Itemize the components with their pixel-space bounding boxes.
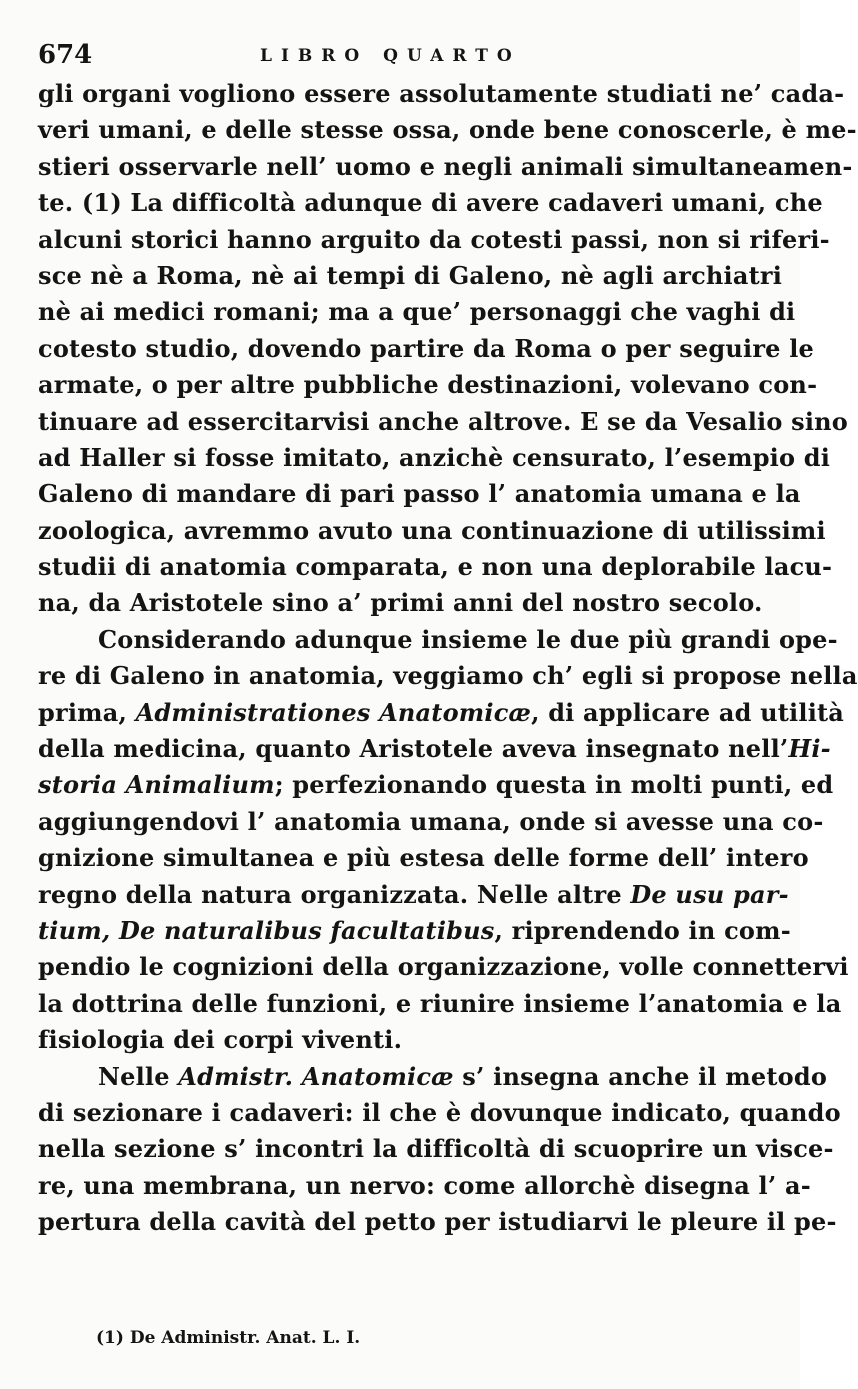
work-title: De usu par- <box>630 879 789 909</box>
text-run: , riprendendo in com- <box>494 915 791 945</box>
text-line: pendio le cognizioni della organizzazione, volle connettervi <box>38 952 849 982</box>
text-run: ; perfezionando questa in molti punti, ed <box>274 770 834 800</box>
text-line: pertura della cavità del petto per istudiarvi le pleure il pe- <box>38 1207 837 1237</box>
text-line: fisiologia dei corpi viventi. <box>38 1025 403 1055</box>
footnote: (1) De Administr. Anat. L. I. <box>96 1328 361 1348</box>
text-run: Nelle <box>98 1061 179 1091</box>
text-run: prima, <box>38 697 136 727</box>
text-line: alcuni storici hanno arguito da cotesti passi, non si riferi- <box>38 224 830 254</box>
work-title: tium, De naturalibus facultatibus <box>38 915 495 945</box>
text-line: re, una membrana, un nervo: come allorchè disegna l’ a- <box>38 1170 811 1200</box>
text-line: gnizione simultanea e più estesa delle forme dell’ intero <box>38 843 809 873</box>
text-run: della medicina, quanto Aristotele aveva insegnato nell’ <box>38 734 789 764</box>
work-title: Hi- <box>788 734 831 764</box>
text-line: Galeno di mandare di pari passo l’ anatomia umana e la <box>38 479 801 509</box>
page-number: 674 <box>38 40 93 70</box>
text-run: s’ insegna anche il metodo <box>453 1061 828 1091</box>
text-line: veri umani, e delle stesse ossa, onde bene conoscerle, è me- <box>38 115 857 145</box>
work-title: Administrationes Anatomicæ <box>135 697 532 727</box>
text-line: cotesto studio, dovendo partire da Roma o per seguire le <box>38 333 814 363</box>
text-line: re di Galeno in anatomia, veggiamo ch’ egli si propose nella <box>38 661 858 691</box>
text-line: te. (1) La difficoltà adunque di avere cadaveri umani, che <box>38 188 823 218</box>
text-line <box>38 913 791 949</box>
page-header <box>38 40 760 74</box>
text-line <box>38 695 845 731</box>
text-line: tinuare ad essercitarvisi anche altrove. E se da Vesalio sino <box>38 406 849 436</box>
text-line <box>38 877 789 913</box>
text-line: na, da Aristotele sino a’ primi anni del nostro secolo. <box>38 588 763 618</box>
work-title: storia Animalium <box>38 770 275 800</box>
main-text <box>38 76 858 1241</box>
running-title: LIBRO QUARTO <box>260 46 521 66</box>
text-run: regno della natura organizzata. Nelle altre <box>38 879 631 909</box>
text-line: sce nè a Roma, nè ai tempi di Galeno, nè agli archiatri <box>38 260 783 290</box>
text-line: di sezionare i cadaveri: il che è dovunque indicato, quando <box>38 1097 841 1127</box>
text-line: gli organi vogliono essere assolutamente studiati ne’ cada- <box>38 79 845 108</box>
text-line: Considerando adunque insieme le due più grandi ope- <box>98 624 838 654</box>
text-line: la dottrina delle funzioni, e riunire insieme l’anatomia e la <box>38 988 842 1018</box>
text-line: studii di anatomia comparata, e non una deplorabile lacu- <box>38 552 833 582</box>
text-line <box>38 767 834 803</box>
text-line <box>38 1059 828 1095</box>
text-line: ad Haller si fosse imitato, anzichè censurato, l’esempio di <box>38 442 831 472</box>
text-line: zoologica, avremmo avuto una continuazione di utilissimi <box>38 515 826 545</box>
text-line: stieri osservarle nell’ uomo e negli animali simultaneamen- <box>38 151 853 181</box>
text-line: nella sezione s’ incontri la difficoltà di scuoprire un visce- <box>38 1134 834 1164</box>
text-line <box>38 731 831 767</box>
text-line: nè ai medici romani; ma a que’ personaggi che vaghi di <box>38 297 796 327</box>
text-line: aggiungendovi l’ anatomia umana, onde si avesse una co- <box>38 806 824 836</box>
text-run: , di applicare ad utilità <box>531 697 845 727</box>
work-title: Admistr. Anatomicæ <box>178 1061 454 1091</box>
text-line: armate, o per altre pubbliche destinazioni, volevano con- <box>38 370 818 400</box>
